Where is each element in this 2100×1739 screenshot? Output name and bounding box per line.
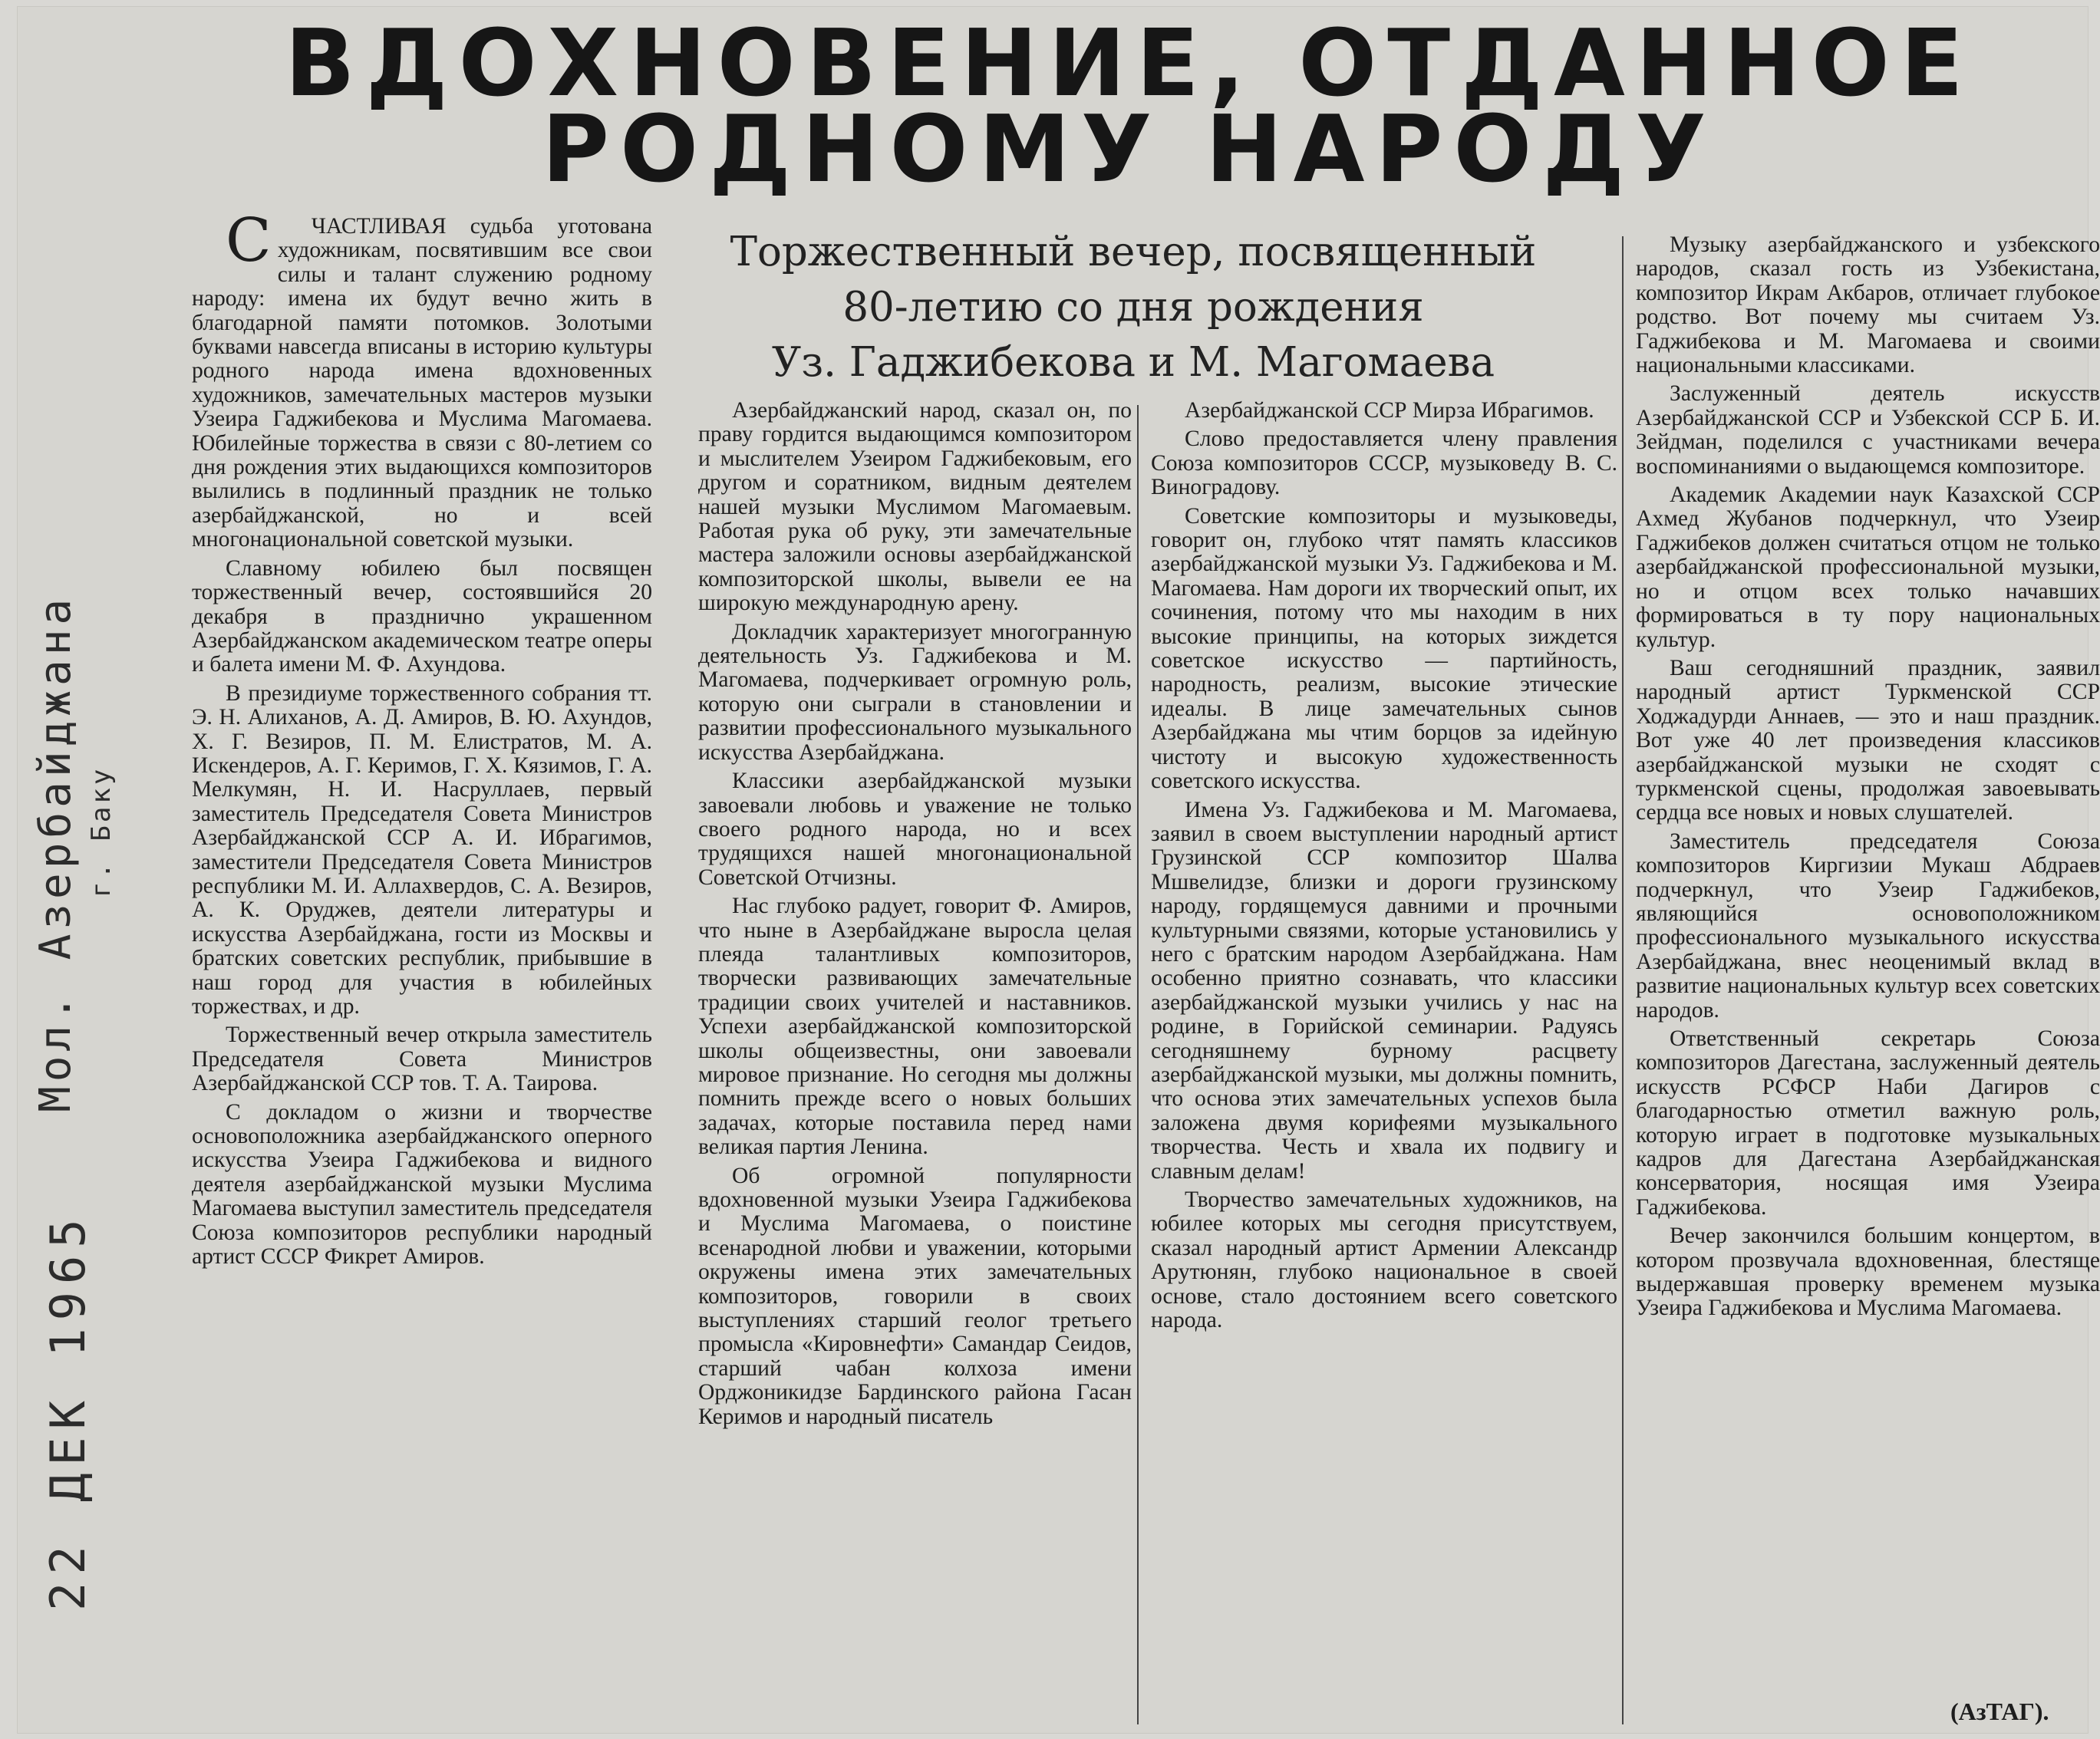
headline (247, 11, 2012, 203)
paragraph: Нас глубоко радует, говорит Ф. Амиров, что ныне в Азербайджане выросла целая плеяда талантливых композиторов, творчески развивающих замечательные традиции своих учителей и наставников. Успехи азербайджанской композиторской школы общеизвестны, они завоевали мировое признание. Но сегодня мы должны помнить прежде всего о новых больших задачах, которые поставила перед нами великая партия Ленина. (698, 894, 1132, 1160)
paragraph: Заслуженный деятель искусств Азербайджанской ССР и Узбекской ССР Б. И. Зейдман, поделился с участниками вечера воспоминаниями о выдающемся композиторе. (1636, 381, 2100, 479)
paragraph: Академик Академии наук Казахской ССР Ахмед Жубанов подчеркнул, что Узеир Гаджибеков должен считаться отцом не только азербайджанской профессиональной музыки, но и отцом всех только начавших формироваться в ту пору национальных культур. (1636, 483, 2100, 652)
drop-cap: С (226, 206, 272, 275)
newspaper-clipping (17, 6, 2100, 1734)
column-divider (1137, 405, 1139, 1724)
news-agency-credit: (АзТАГ). (1950, 1698, 2049, 1725)
stamp-source: Мол. Азербайджана (31, 594, 81, 1112)
paragraph-text: ЧАСТЛИВАЯ судьба уготована художникам, посвятившим все свои силы и талант служению родному народу: имена их будут вечно жить в благодарной памяти потомков. Золотыми буквами навсегда вписаны в историю культуры родного народа имена вдохновенных художников, замечательных мастеров музыки Узеира Гаджибекова и Муслима Магомаева. Юбилейные торжества в связи с 80-летием со дня рождения этих выдающихся композиторов вылились в подлинный праздник не только азербайджанской, но и всей многонациональной советской музыки. (192, 214, 652, 552)
paragraph: Творчество замечательных художников, на юбилее которых мы сегодня присутствуем, сказал народный артист Армении Александр Арутюнян, глубоко национальное в своей основе, стало достоянием всего советского народа. (1151, 1187, 1617, 1333)
stamp-date: 22 ДЕК 1965 (40, 1211, 96, 1611)
paragraph: Азербайджанской ССР Мирза Ибрагимов. (1185, 398, 1594, 423)
paragraph: Докладчик характеризует многогранную деятельность Уз. Гаджибекова и М. Магомаева, подчеркивает огромную роль, которую они сыграли в становлении и развитии профессионального музыкального искусства Азербайджана. (698, 619, 1132, 765)
article-column-2 (698, 399, 1132, 1434)
subheadline-line-2: 80-летию со дня рождения (842, 284, 1424, 331)
headline-line-2: РОДНОМУ НАРОДУ (542, 97, 1717, 203)
paragraph: С докладом о жизни и творчестве основоположника азербайджанского оперного искусства Узеира Гаджибекова и видного деятеля азербайджанской музыки Муслима Магомаева выступил заместитель председателя Союза композиторов республики народный артист СССР Фикрет Амиров. (192, 1099, 652, 1270)
article-column-3 (1151, 399, 1617, 1337)
article-column-1 (192, 206, 652, 1273)
paragraph: Вечер закончился большим концертом, в котором прозвучала вдохновенная, блестяще выдержавшая проверку временем музыка Узеира Гаджибекова и Муслима Магомаева. (1636, 1224, 2100, 1321)
paragraph (192, 206, 652, 552)
paragraph: Об огромной популярности вдохновенной музыки Узеира Гаджибекова и Муслима Магомаева, о поистине всенародной любви и уважении, которыми окружены имена этих замечательных композиторов, говорили в своих выступлениях старший геолог третьего промысла «Кировнефти» Самандар Сеидов, старший чабан колхоза имени Орджоникидзе Бардинского района Гасан Керимов и народный писатель (698, 1163, 1132, 1429)
paragraph: Ваш сегодняшний праздник, заявил народный артист Туркменской ССР Ходжадурди Аннаев, — это и наш праздник. Вот уже 40 лет произведения классиков азербайджанской музыки не сходят с туркменской сцены, продолжая завоевывать сердца все новых и новых слушателей. (1636, 655, 2100, 825)
headline-line-1: ВДОХНОВЕНИЕ, ОТДАННОЕ (285, 11, 1974, 117)
column-divider (1622, 236, 1624, 1724)
paragraph: Торжественный вечер открыла заместитель Председателя Совета Министров Азербайджанской ССР тов. Т. А. Таирова. (192, 1023, 652, 1096)
subheadline-line-1: Торжественный вечер, посвященный (730, 229, 1537, 275)
paragraph: Слово предоставляется члену правления Союза композиторов СССР, музыковеду В. С. Виноградову. (1151, 427, 1617, 500)
paragraph: Славному юбилею был посвящен торжественный вечер, состоявшийся 20 декабря в празднично украшенном Азербайджанском академическом театре оперы и балета имени М. Ф. Ахундова. (192, 555, 652, 677)
paragraph: Музыку азербайджанского и узбекского народов, сказал гость из Узбекистана, композитор Икрам Акбаров, отличает глубокое родство. Вот почему мы считаем Уз. Гаджибекова и М. Магомаева и своими национальными классиками. (1636, 232, 2100, 378)
stamp-city: г. Баку (86, 766, 117, 897)
paragraph: Советские композиторы и музыковеды, говорит он, глубоко чтят память классиков азербайджанской музыки Уз. Гаджибекова и М. Магомаева. Нам дороги их творческий опыт, их сочинения, потому что мы находим в них высокие принципы, на которых зиждется советское искусство — партийность, народность, реализм, высокие этические идеалы. В лице замечательных сынов Азербайджана мы чтим борцов за идейную чистоту и высокую художественность советского искусства. (1151, 503, 1617, 794)
subheadline-line-3: Уз. Гаджибекова и М. Магомаева (771, 339, 1495, 386)
paragraph: В президиуме торжественного собрания тт. Э. Н. Алиханов, А. Д. Амиров, В. Ю. Ахундов, Х. Г. Везиров, П. М. Елистратов, М. А. Искендеров, А. Г. Керимов, Г. Х. Кязимов, Г. А. Мелкумян, Н. И. Насруллаев, первый заместитель Председателя Совета Министров Азербайджанской ССР А. И. Ибрагимов, заместители Председателя Совета Министров республики М. И. Аллахвердов, С. А. Везиров, А. К. Оруджев, деятели литературы и искусства Азербайджана, гости из Москвы и братских советских республик, прибывшие в наш город для участия в юбилейных торжествах, и др. (192, 680, 652, 1019)
paragraph: Заместитель председателя Союза композиторов Киргизии Мукаш Абдраев подчеркнул, что Узеир Гаджибеков, являющийся основоположником профессионального музыкального искусства Азербайджана, внес неоценимый вклад в развитие национальных культур всех советских народов. (1636, 828, 2100, 1023)
paragraph: Ответственный секретарь Союза композиторов Дагестана, заслуженный деятель искусств РСФСР Наби Дагиров с благодарностью отметил важную роль, которую играет в подготовке музыкальных кадров для Дагестана Азербайджанская консерватория, носящая имя Узеира Гаджибекова. (1636, 1026, 2100, 1220)
subheadline (688, 225, 1578, 390)
paragraph: Имена Уз. Гаджибекова и М. Магомаева, заявил в своем выступлении народный артист Грузинской ССР композитор Шалва Мшвелидзе, близки и дороги грузинскому народу, гордящемуся давними и прочными культурными связями, которые установились у него с братским народом Азербайджана. Нам особенно приятно сознавать, что классики азербайджанской музыки учились у нас на родине, в Горийской семинарии. Радуясь сегодняшнему бурному расцвету азербайджанской музыки, мы должны помнить, что основа этих замечательных успехов была заложена двумя корифеями музыкального творчества. Честь и хвала их подвигу и славным делам! (1151, 797, 1617, 1184)
paragraph: Азербайджанский народ, сказал он, по праву гордится выдающимся композитором и мыслителем Узеиром Гаджибековым, его другом и соратником, видным деятелем нашей музыки Муслимом Магомаевым. Работая рука об руку, эти замечательные мастера заложили основы азербайджанской композиторской школы, вывели ее на широкую международную арену. (698, 398, 1132, 616)
paragraph: Классики азербайджанской музыки завоевали любовь и уважение не только своего родного народа, но и всех трудящихся нашей многонациональной Советской Отчизны. (698, 769, 1132, 890)
article-column-4 (1636, 233, 2100, 1326)
